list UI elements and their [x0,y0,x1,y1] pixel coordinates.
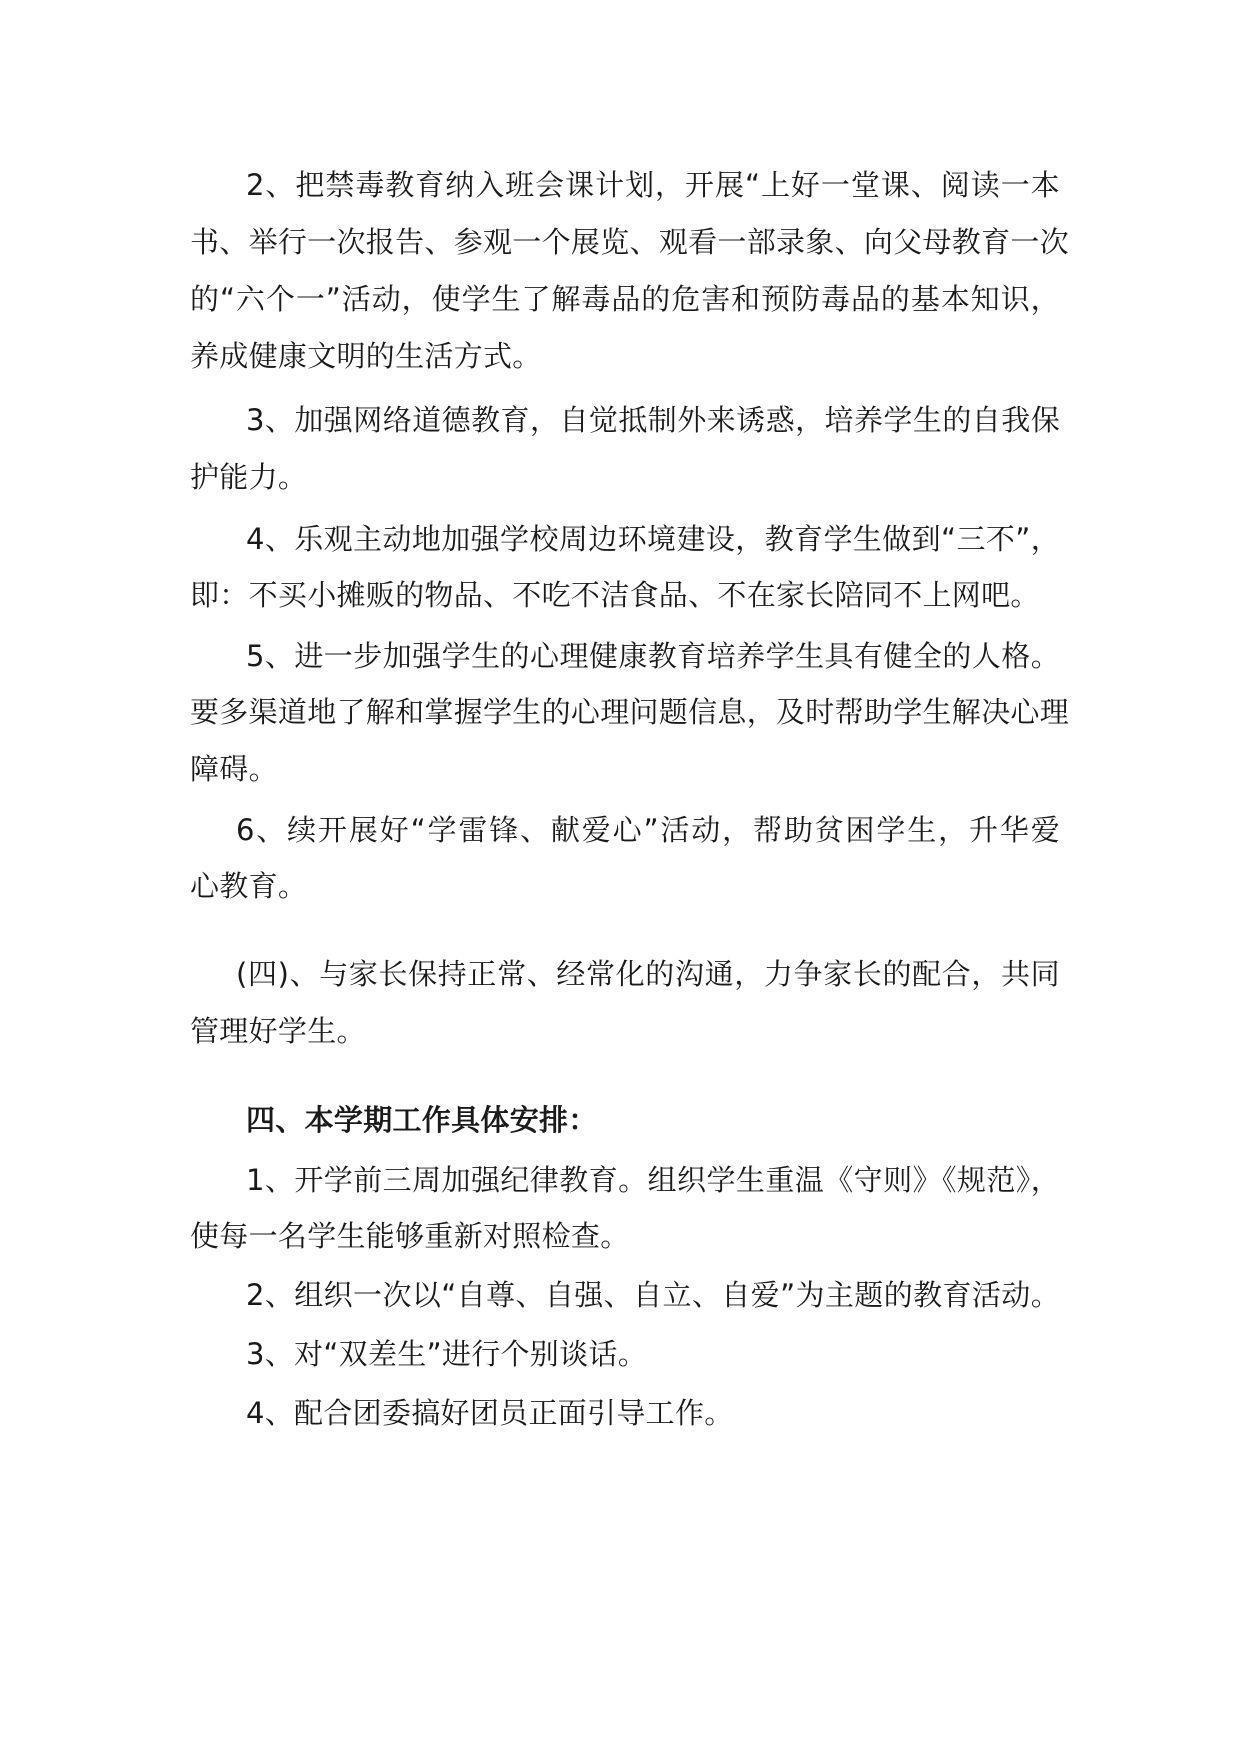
plan-4-line: 4、配合团委搞好团员正面引导工作。 [246,1396,734,1430]
para-2-line-2: 书、举行一次报告、参观一个展览、观看一部录象、向父母教育一次 [190,225,1070,259]
plan-1-line-1: 1、开学前三周加强纪律教育。组织学生重温《守则》《规范》， [246,1163,1060,1197]
para-3-line-1: 3、加强网络道德教育，自觉抵制外来诱惑，培养学生的自我保 [246,403,1060,437]
para-6-line-1: 6、续开展好“学雷锋、献爱心”活动，帮助贫困学生，升华爱 [236,813,1060,847]
plan-2-line: 2、组织一次以“自尊、自强、自立、自爱”为主题的教育活动。 [246,1278,1060,1312]
plan-1-line-2: 使每一名学生能够重新对照检查。 [190,1219,630,1253]
para-6-line-2: 心教育。 [190,869,308,903]
para-4-line-1: 4、乐观主动地加强学校周边环境建设，教育学生做到“三不”， [246,522,1060,556]
section-heading: 四、本学期工作具体安排： [246,1103,598,1137]
para-4-line-2: 即：不买小摊贩的物品、不吃不洁食品、不在家长陪同不上网吧。 [190,578,1040,612]
section-4-line-1: (四)、与家长保持正常、经常化的沟通，力争家长的配合，共同 [236,957,1060,991]
para-3-line-2: 护能力。 [190,460,308,494]
plan-3-line: 3、对“双差生”进行个别谈话。 [246,1337,647,1371]
para-5-line-1: 5、进一步加强学生的心理健康教育培养学生具有健全的人格。 [246,639,1060,673]
para-2-line-4: 养成健康文明的生活方式。 [190,339,542,373]
section-4-line-2: 管理好学生。 [190,1014,366,1048]
para-5-line-3: 障碍。 [190,752,278,786]
para-2-line-1: 2、把禁毒教育纳入班会课计划，开展“上好一堂课、阅读一本 [246,168,1060,202]
para-5-line-2: 要多渠道地了解和掌握学生的心理问题信息，及时帮助学生解决心理 [190,695,1070,729]
para-2-line-3: 的“六个一”活动，使学生了解毒品的危害和预防毒品的基本知识， [190,282,1060,316]
